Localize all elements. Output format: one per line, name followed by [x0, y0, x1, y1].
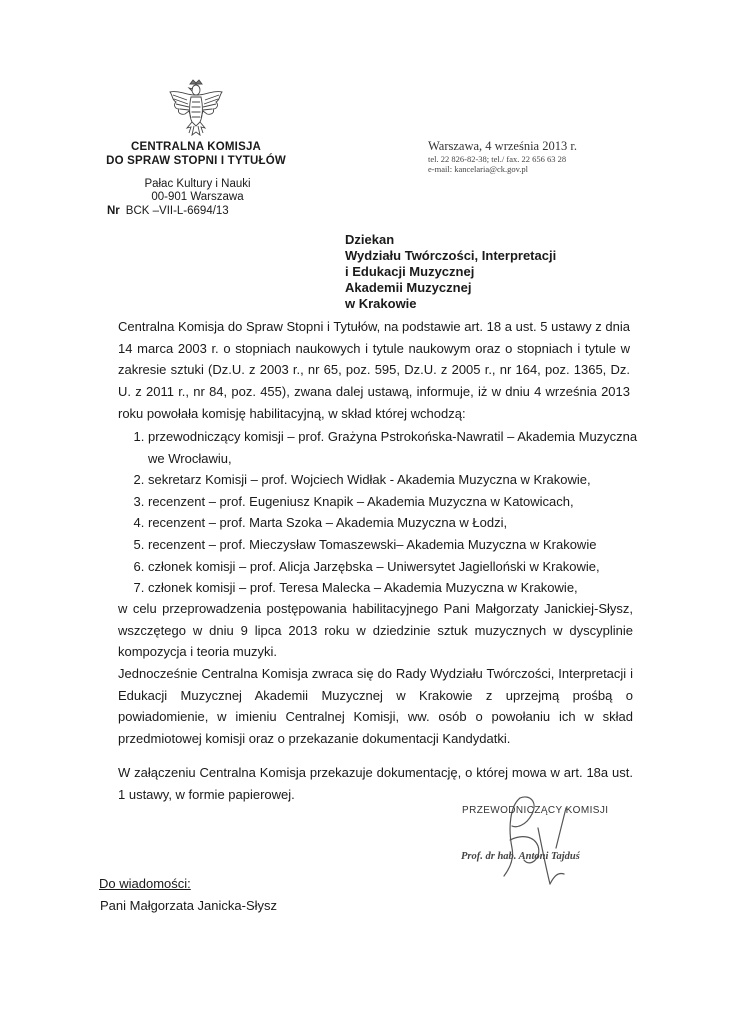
address-line1: Pałac Kultury i Nauki — [144, 178, 251, 190]
institution-name-line1: CENTRALNA KOMISJA — [130, 141, 262, 153]
list-item: 6. członek komisji – prof. Alicja Jarzębska – Uniwersytet Jagielloński w Krakowie, — [148, 556, 653, 578]
contact-phone: tel. 22 826-82-38; tel./ fax. 22 656 63 28 — [428, 154, 567, 164]
reference-number — [107, 205, 229, 217]
list-item: 3. recenzent – prof. Eugeniusz Knapik – Akademia Muzyczna w Katowicach, — [148, 491, 653, 513]
list-item: 4. recenzent – prof. Marta Szoka – Akademia Muzyczna w Łodzi, — [148, 512, 653, 534]
recipient-line3: i Edukacji Muzycznej — [345, 264, 475, 279]
contact-info — [428, 154, 566, 174]
contact-email: e-mail: kancelaria@ck.gov.pl — [428, 164, 529, 174]
letter-date: Warszawa, 4 września 2013 r. — [428, 139, 577, 153]
recipient-line1: Dziekan — [345, 232, 395, 247]
list-item: 5. recenzent – prof. Mieczysław Tomaszewski– Akademia Muzyczna w Krakowie — [148, 534, 653, 556]
reference-label: Nr — [107, 205, 120, 217]
list-item: 1. przewodniczący komisji – prof. Grażyna Pstrokońska-Nawratil – Akademia Muzyczna we Wrocławiu, — [148, 426, 653, 469]
committee-members-list — [128, 426, 653, 599]
recipient-line4: Akademii Muzycznej — [345, 280, 472, 295]
list-item: 2. sekretarz Komisji – prof. Wojciech Widłak - Akademia Muzyczna w Krakowie, — [148, 469, 653, 491]
cc-label: Do wiadomości: — [99, 876, 191, 891]
recipient-line2: Wydziału Twórczości, Interpretacji — [345, 248, 557, 263]
cc-recipient: Pani Małgorzata Janicka-Słysz — [100, 898, 278, 913]
institution-name — [90, 140, 302, 168]
request-paragraph: Jednocześnie Centralna Komisja zwraca się do Rady Wydziału Twórczości, Interpretacji i Edukacji Muzycznej Akademii Muzycznej w Krakowie z uprzejmą prośbą o powiadomienie, w imieniu Centralnej Komisji, ww. osób o powołaniu ich w skład przedmiotowej komisji oraz o przekazanie dokumentacji Kandydatki. — [118, 666, 633, 747]
signature-name: Prof. dr hab. Antoni Tajduś — [461, 851, 580, 862]
attachment-paragraph: W załączeniu Centralna Komisja przekazuje dokumentację, o której mowa w art. 18a ust. 1 ustawy, w formie papierowej. — [118, 765, 633, 802]
reference-value: BCK –VII-L-6694/13 — [125, 205, 229, 217]
recipient-line5: w Krakowie — [345, 296, 417, 311]
institution-name-line2: DO SPRAW STOPNI I TYTUŁÓW — [106, 155, 286, 167]
purpose-paragraph: w celu przeprowadzenia postępowania habilitacyjnego Pani Małgorzaty Janickiej-Słysz, wszczętego w dniu 9 lipca 2013 roku w dziedzinie sztuk muzycznych w dyscyplinie kompozycja i teoria muzyki. — [118, 601, 633, 660]
institution-address — [120, 178, 275, 204]
address-line2: 00-901 Warszawa — [151, 191, 244, 203]
eagle-emblem-icon — [167, 78, 225, 138]
intro-paragraph: Centralna Komisja do Spraw Stopni i Tytułów, na podstawie art. 18 a ust. 5 ustawy z dnia 14 marca 2003 r. o stopniach naukowych i tytule naukowym oraz o stopniach i tytule w zakresie sztuki (Dz.U. z 2003 r., nr 65, poz. 595, Dz.U. z 2005 r., nr 164, poz. 1365, Dz. U. z 2011 r., nr 84, poz. 455), zwana dalej ustawą, informuje, iż w dniu 4 września 2013 roku powołała komisję habilitacyjną, w skład której wchodzą: — [118, 319, 630, 421]
recipient-block — [345, 232, 556, 312]
list-item: 7. członek komisji – prof. Teresa Malecka – Akademia Muzyczna w Krakowie, — [148, 577, 653, 599]
signature-title: PRZEWODNICZĄCY KOMISJI — [462, 805, 609, 816]
